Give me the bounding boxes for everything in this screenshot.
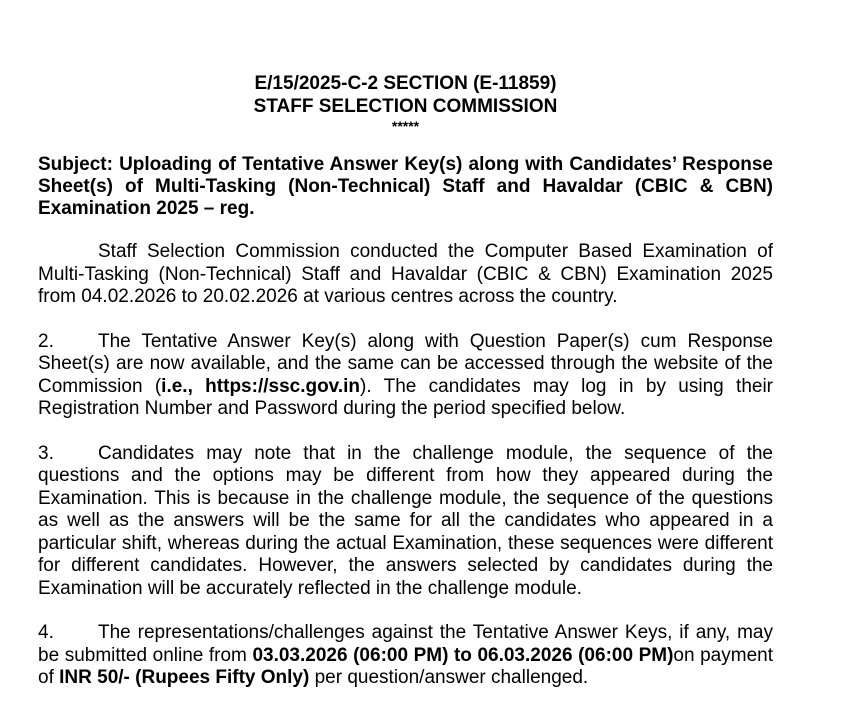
website-link[interactable]: i.e., https://ssc.gov.in: [161, 375, 361, 397]
paragraph-3: [38, 443, 773, 601]
paragraph-number: 2.: [38, 330, 54, 352]
header-separator: *****: [391, 118, 420, 134]
paragraph-text: per question/answer challenged.: [309, 667, 589, 688]
paragraph-2: [38, 331, 773, 421]
paragraph-text: The representations/challenges against the Tentative Answer Keys, if any, may be submitted online from: [38, 622, 773, 666]
paragraph-text: ). The candidates may log in by using their Registration Number and Password during the period specified below.: [38, 375, 773, 419]
document-header: [38, 72, 773, 134]
document-page: [38, 72, 773, 690]
file-number: E/15/2025-C-2 SECTION (E-11859): [254, 73, 557, 94]
paragraph-number: 4.: [38, 622, 54, 643]
paragraph-text: The Tentative Answer Key(s) along with Question Paper(s) cum Response Sheet(s) are now available, and the same can be accessed through the website of the Commission (: [38, 330, 773, 397]
subject-line: Subject: Uploading of Tentative Answer Key(s) along with Candidates’ Response Sheet(s) of Multi-Tasking (Non-Technical) Staff and Havaldar (CBIC & CBN) Examination 2025 – reg.: [38, 154, 773, 219]
challenge-period: 03.03.2026 (06:00 PM) to 06.03.2026 (06:00 PM): [252, 644, 674, 666]
paragraph-number: 3.: [38, 442, 54, 464]
organization-name: STAFF SELECTION COMMISSION: [253, 96, 558, 117]
paragraph-text: on payment of: [38, 644, 773, 688]
paragraph-4: [38, 622, 773, 690]
challenge-fee: INR 50/- (Rupees Fifty Only): [59, 667, 310, 688]
paragraph-1: Staff Selection Commission conducted the Computer Based Examination of Multi-Tasking (Non-Technical) Staff and Havaldar (CBIC & CBN) Examination 2025 from 04.02.2026 to 20.02.2026 at various centres across the country.: [38, 241, 773, 307]
paragraph-text: Candidates may note that in the challenge module, the sequence of the questions and the options may be different from how they appeared during the Examination. This is because in the challenge module, the sequence of the questions as well as the answers will be the same for all the candidates who appeared in a particular shift, whereas during the actual Examination, these sequences were different for different candidates. However, the answers selected by candidates during the Examination will be accurately reflected in the challenge module.: [38, 442, 773, 599]
